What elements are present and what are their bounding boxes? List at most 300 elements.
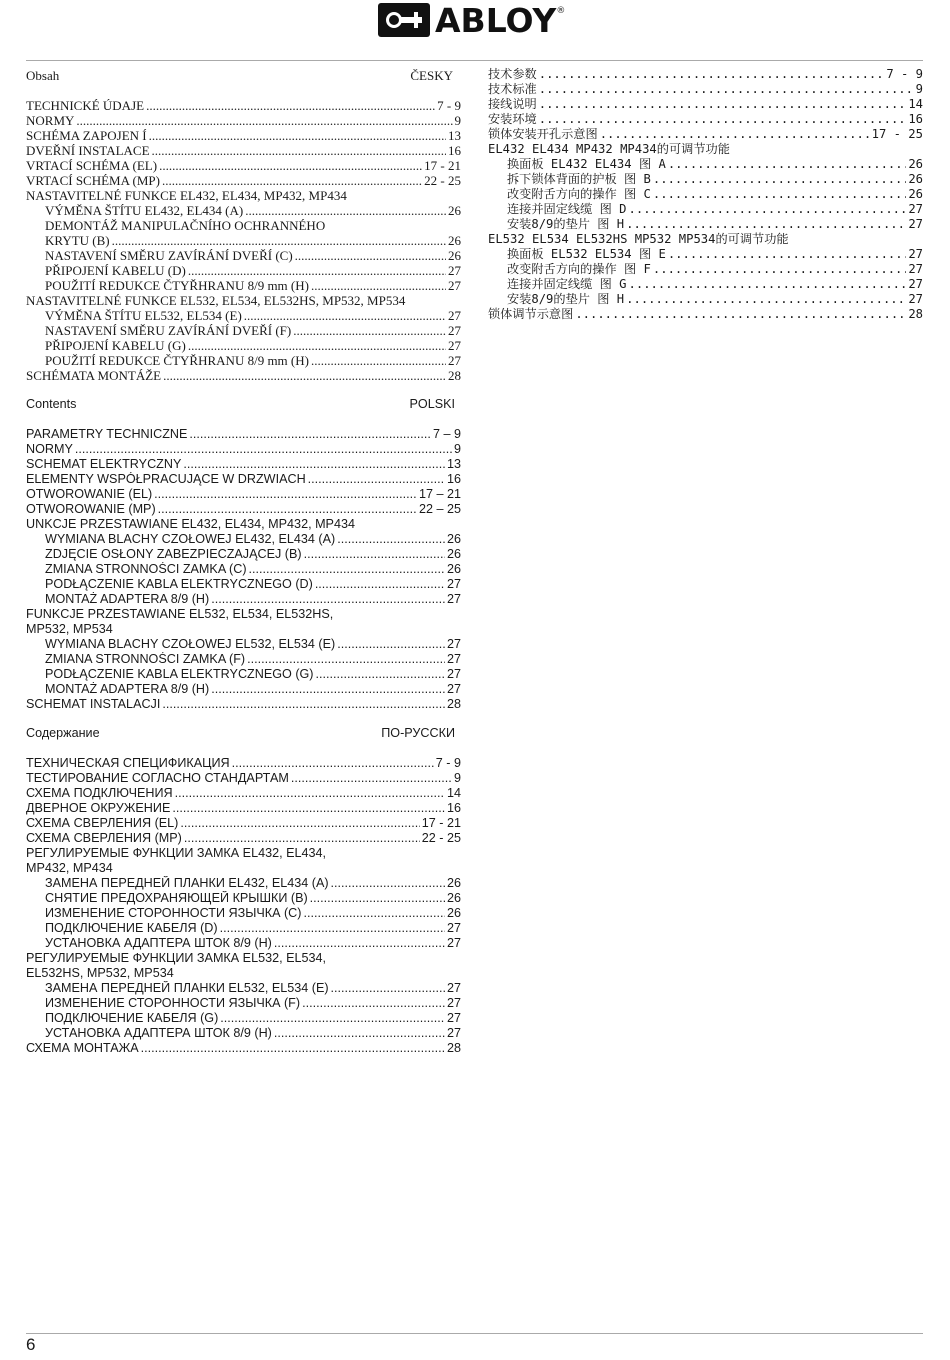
toc-entry bbox=[488, 262, 923, 277]
toc-entry bbox=[26, 1011, 461, 1026]
toc-entry-page: 27 bbox=[446, 592, 461, 606]
toc-entry-page: 26 bbox=[446, 876, 461, 890]
dot-leader bbox=[308, 472, 445, 487]
registered-mark: ® bbox=[556, 6, 566, 16]
dot-leader bbox=[274, 936, 445, 951]
toc-entry-page: 9 bbox=[453, 442, 461, 456]
abloy-logo bbox=[378, 2, 565, 38]
toc-entry-page: 28 bbox=[448, 368, 461, 383]
toc-entry-page: 7 - 9 bbox=[886, 67, 923, 81]
toc-entry-label: 换面板 EL532 EL534 图 E bbox=[507, 247, 666, 261]
toc-entry bbox=[26, 622, 461, 637]
dot-leader bbox=[303, 906, 445, 921]
brand-name: ABLOY bbox=[435, 0, 557, 40]
dot-leader bbox=[653, 262, 906, 277]
dot-leader bbox=[291, 771, 452, 786]
toc-entry-page: 27 bbox=[446, 921, 461, 935]
toc-entry-page: 16 bbox=[908, 112, 923, 126]
toc-entry bbox=[26, 846, 461, 861]
toc-entry bbox=[488, 187, 923, 202]
dot-leader bbox=[189, 427, 431, 442]
toc-entry-label: СХЕМА ПОДКЛЮЧЕНИЯ bbox=[26, 786, 173, 800]
dot-leader bbox=[249, 562, 445, 577]
toc-entry-page: 26 bbox=[446, 547, 461, 561]
dot-leader bbox=[180, 816, 419, 831]
toc-entry-label: СНЯТИЕ ПРЕДОХРАНЯЮЩЕЙ КРЫШКИ (B) bbox=[45, 891, 308, 905]
dot-leader bbox=[629, 202, 907, 217]
dot-leader bbox=[575, 307, 906, 322]
toc-entry bbox=[26, 861, 461, 876]
toc-entry-label: ZDJĘCIE OSŁONY ZABEZPIECZAJĄCEJ (B) bbox=[45, 547, 302, 561]
toc-entry bbox=[26, 637, 461, 652]
toc-entry-label: SCHEMAT ELEKTRYCZNY bbox=[26, 457, 182, 471]
toc-entry bbox=[26, 697, 461, 712]
toc-entry-page: 7 - 9 bbox=[437, 98, 461, 113]
toc-entry-page: 26 bbox=[446, 532, 461, 546]
dot-leader bbox=[316, 667, 445, 682]
dot-leader bbox=[600, 127, 870, 142]
toc-russian bbox=[26, 726, 461, 1056]
toc-entry-page: 14 bbox=[446, 786, 461, 800]
toc-entry bbox=[26, 756, 461, 771]
toc-entry bbox=[26, 263, 461, 278]
dot-leader bbox=[310, 891, 445, 906]
toc-entry bbox=[26, 233, 461, 248]
toc-entry-label: РЕГУЛИРУЕМЫЕ ФУНКЦИИ ЗАМКА EL432, EL434, bbox=[26, 846, 326, 860]
toc-entry-label: ПОДКЛЮЧЕНИЕ КАБЕЛЯ (G) bbox=[45, 1011, 219, 1025]
toc-entry bbox=[26, 278, 461, 293]
toc-entry bbox=[26, 353, 461, 368]
toc-entry bbox=[26, 906, 461, 921]
toc-entry-label: PŘIPOJENÍ KABELU (D) bbox=[45, 263, 186, 278]
toc-entry-label: SCHÉMATA MONTÁŽE bbox=[26, 368, 162, 383]
toc-entry-label: 安装8/9的垫片 图 H bbox=[507, 292, 625, 306]
toc-entry-label: FUNKCJE PRZESTAWIANE EL532, EL534, EL532HS, bbox=[26, 607, 334, 621]
toc-entry bbox=[26, 203, 461, 218]
toc-entry bbox=[26, 368, 461, 383]
dot-leader bbox=[75, 442, 452, 457]
toc-entry-label: VRTACÍ SCHÉMA (EL) bbox=[26, 158, 158, 173]
dot-leader bbox=[162, 173, 422, 188]
toc-entry-label: 锁体安装开孔示意图 bbox=[488, 127, 598, 141]
toc-entry-page: 13 bbox=[448, 128, 461, 143]
dot-leader bbox=[112, 233, 446, 248]
toc-entry bbox=[26, 652, 461, 667]
toc-entry-page: 26 bbox=[908, 172, 923, 186]
toc-entry-label: VÝMĚNA ŠTÍTU EL532, EL534 (E) bbox=[45, 308, 242, 323]
toc-entry bbox=[488, 232, 923, 247]
toc-entry-label: SCHÉMA ZAPOJEN Í bbox=[26, 128, 147, 143]
toc-entry-page: 26 bbox=[448, 248, 461, 263]
toc-entry-label: NASTAVITELNÉ FUNKCE EL532, EL534, EL532HS, MP532, MP534 bbox=[26, 293, 406, 308]
toc-entry-page: 27 bbox=[446, 652, 461, 666]
toc-entry-label: 安装8/9的垫片 图 H bbox=[507, 217, 625, 231]
dot-leader bbox=[152, 143, 446, 158]
toc-entry bbox=[488, 202, 923, 217]
section-language: ПО-РУССКИ bbox=[381, 726, 455, 740]
toc-entry bbox=[488, 277, 923, 292]
toc-entry-page: 27 bbox=[448, 263, 461, 278]
toc-entry bbox=[488, 142, 923, 157]
toc-entry-page: 26 bbox=[448, 203, 461, 218]
toc-entry bbox=[26, 472, 461, 487]
toc-entry bbox=[488, 82, 923, 97]
toc-entry bbox=[26, 338, 461, 353]
toc-entry-label: NASTAVENÍ SMĚRU ZAVÍRÁNÍ DVEŘÍ (C) bbox=[45, 248, 293, 263]
toc-entry bbox=[488, 112, 923, 127]
toc-entry bbox=[26, 547, 461, 562]
toc-entry bbox=[26, 502, 461, 517]
dot-leader bbox=[211, 682, 445, 697]
dot-leader bbox=[244, 308, 446, 323]
dot-leader bbox=[158, 502, 417, 517]
toc-entry-label: 锁体调节示意图 bbox=[488, 307, 574, 321]
dot-leader bbox=[220, 921, 445, 936]
dot-leader bbox=[163, 368, 446, 383]
toc-entry bbox=[488, 172, 923, 187]
toc-entry-page: 27 bbox=[908, 277, 923, 291]
toc-entry bbox=[26, 771, 461, 786]
toc-entry-label: 安装环境 bbox=[488, 112, 537, 126]
toc-entry bbox=[26, 1041, 461, 1056]
toc-entry-label: VRTACÍ SCHÉMA (MP) bbox=[26, 173, 160, 188]
toc-entry-label: EL432 EL434 MP432 MP434的可调节功能 bbox=[488, 142, 730, 156]
toc-entry bbox=[26, 487, 461, 502]
toc-entry bbox=[26, 1026, 461, 1041]
toc-entry bbox=[26, 831, 461, 846]
toc-entry-label: УСТАНОВКА АДАПТЕРА ШТОК 8/9 (H) bbox=[45, 1026, 272, 1040]
toc-entry bbox=[26, 786, 461, 801]
dot-leader bbox=[315, 577, 445, 592]
section-title: Contents bbox=[26, 397, 77, 411]
toc-entry-page: 17 - 25 bbox=[871, 127, 923, 141]
toc-entry-page: 27 bbox=[908, 262, 923, 276]
toc-entry-label: 连接并固定线缆 图 D bbox=[507, 202, 627, 216]
toc-entry bbox=[26, 457, 461, 472]
toc-entry-page: 27 bbox=[446, 577, 461, 591]
toc-entry bbox=[26, 173, 461, 188]
header-rule bbox=[26, 60, 923, 61]
toc-entry-page: 27 bbox=[448, 323, 461, 338]
toc-entry-label: UNKCJE PRZESTAWIANE EL432, EL434, MP432, MP434 bbox=[26, 517, 355, 531]
toc-entry-label: WYMIANA BLACHY CZOŁOWEJ EL532, EL534 (E) bbox=[45, 637, 336, 651]
toc-entry-page: 27 bbox=[448, 278, 461, 293]
toc-list bbox=[26, 98, 461, 383]
toc-entry bbox=[26, 667, 461, 682]
toc-entry-label: 接线说明 bbox=[488, 97, 537, 111]
key-icon bbox=[378, 3, 430, 37]
toc-entry-page: 27 bbox=[446, 1011, 461, 1025]
toc-entry-page: 27 bbox=[908, 292, 923, 306]
toc-entry-label: ZMIANA STRONNOŚCI ZAMKA (C) bbox=[45, 562, 247, 576]
page-number: 6 bbox=[26, 1335, 36, 1354]
toc-entry bbox=[26, 158, 461, 173]
dot-leader bbox=[220, 1011, 445, 1026]
dot-leader bbox=[162, 697, 445, 712]
toc-entry-label: СХЕМА СВЕРЛЕНИЯ (MP) bbox=[26, 831, 182, 845]
dot-leader bbox=[188, 263, 446, 278]
toc-entry-page: 7 - 9 bbox=[435, 756, 461, 770]
toc-entry-label: 技术参数 bbox=[488, 67, 537, 81]
toc-entry-label: ИЗМЕНЕНИЕ СТОРОННОСТИ ЯЗЫЧКА (C) bbox=[45, 906, 302, 920]
toc-entry-label: PŘIPOJENÍ KABELU (G) bbox=[45, 338, 186, 353]
toc-entry-label: ДВЕРНОЕ ОКРУЖЕНИЕ bbox=[26, 801, 171, 815]
toc-entry-page: 26 bbox=[446, 891, 461, 905]
toc-entry-page: 27 bbox=[448, 338, 461, 353]
toc-entry-page: 26 bbox=[908, 187, 923, 201]
toc-entry-label: DEMONTÁŽ MANIPULAČNÍHO OCHRANNÉHO bbox=[45, 218, 326, 233]
dot-leader bbox=[626, 292, 906, 307]
toc-entry bbox=[26, 607, 461, 622]
toc-entry-page: 9 bbox=[454, 113, 461, 128]
toc-entry-label: SCHEMAT INSTALACJI bbox=[26, 697, 161, 711]
toc-entry bbox=[26, 682, 461, 697]
toc-chinese bbox=[488, 67, 923, 322]
toc-entry-label: 连接并固定线缆 图 G bbox=[507, 277, 627, 291]
section-header bbox=[26, 397, 461, 412]
toc-entry bbox=[26, 323, 461, 338]
toc-entry-page: 9 bbox=[915, 82, 923, 96]
toc-entry bbox=[488, 292, 923, 307]
toc-entry-label: 改变附舌方向的操作 图 F bbox=[507, 262, 651, 276]
section-language: ČESKY bbox=[410, 68, 453, 83]
dot-leader bbox=[539, 97, 907, 112]
dot-leader bbox=[668, 247, 907, 262]
section-header bbox=[26, 726, 461, 741]
toc-entry-page: 16 bbox=[448, 143, 461, 158]
toc-entry bbox=[26, 801, 461, 816]
toc-entry-label: ЗАМЕНА ПЕРЕДНЕЙ ПЛАНКИ EL432, EL434 (A) bbox=[45, 876, 329, 890]
dot-leader bbox=[175, 786, 445, 801]
dot-leader bbox=[211, 592, 445, 607]
toc-entry-label: EL532 EL534 EL532HS MP532 MP534的可调节功能 bbox=[488, 232, 789, 246]
toc-entry bbox=[26, 427, 461, 442]
toc-entry bbox=[488, 127, 923, 142]
toc-entry-label: PODŁĄCZENIE KABLA ELEKTRYCZNEGO (G) bbox=[45, 667, 314, 681]
toc-czech bbox=[26, 68, 461, 383]
toc-entry-label: VÝMĚNA ŠTÍTU EL432, EL434 (A) bbox=[45, 203, 244, 218]
dot-leader bbox=[274, 1026, 445, 1041]
toc-entry-label: OTWOROWANIE (MP) bbox=[26, 502, 156, 516]
toc-entry bbox=[488, 217, 923, 232]
toc-entry bbox=[26, 308, 461, 323]
toc-entry-label: 换面板 EL432 EL434 图 A bbox=[507, 157, 666, 171]
toc-entry-label: POUŽITÍ REDUKCE ČTYŘHRANU 8/9 mm (H) bbox=[45, 278, 309, 293]
toc-entry-page: 17 - 21 bbox=[424, 158, 461, 173]
toc-entry-page: 27 bbox=[446, 981, 461, 995]
toc-entry bbox=[488, 247, 923, 262]
toc-entry bbox=[26, 562, 461, 577]
toc-entry bbox=[488, 307, 923, 322]
toc-entry-page: 27 bbox=[908, 202, 923, 216]
toc-entry-label: NORMY bbox=[26, 113, 75, 128]
toc-entry-page: 27 bbox=[446, 996, 461, 1010]
toc-entry-page: 27 bbox=[446, 936, 461, 950]
toc-entry-label: MP432, MP434 bbox=[26, 861, 113, 875]
dot-leader bbox=[295, 248, 446, 263]
dot-leader bbox=[337, 532, 445, 547]
dot-leader bbox=[184, 831, 420, 846]
toc-entry-page: 28 bbox=[446, 697, 461, 711]
toc-entry bbox=[26, 936, 461, 951]
toc-entry bbox=[26, 876, 461, 891]
toc-entry-label: NASTAVITELNÉ FUNKCE EL432, EL434, MP432, MP434 bbox=[26, 188, 347, 203]
toc-entry bbox=[26, 442, 461, 457]
toc-entry bbox=[26, 293, 461, 308]
toc-entry-label: TECHNICKÉ ÚDAJE bbox=[26, 98, 145, 113]
toc-entry-page: 27 bbox=[908, 217, 923, 231]
toc-list bbox=[26, 427, 461, 712]
toc-entry-page: 26 bbox=[448, 233, 461, 248]
toc-entry-label: NORMY bbox=[26, 442, 73, 456]
dot-leader bbox=[653, 187, 906, 202]
toc-entry-page: 22 - 25 bbox=[421, 831, 461, 845]
toc-entry-page: 28 bbox=[908, 307, 923, 321]
dot-leader bbox=[539, 112, 907, 127]
dot-leader bbox=[311, 278, 446, 293]
dot-leader bbox=[539, 67, 885, 82]
toc-entry-label: ZMIANA STRONNOŚCI ZAMKA (F) bbox=[45, 652, 246, 666]
toc-entry-label: РЕГУЛИРУЕМЫЕ ФУНКЦИИ ЗАМКА EL532, EL534, bbox=[26, 951, 326, 965]
toc-entry-label: PARAMETRY TECHNICZNE bbox=[26, 427, 188, 441]
toc-entry-label: 技术标准 bbox=[488, 82, 537, 96]
toc-entry bbox=[26, 188, 461, 203]
toc-entry bbox=[26, 248, 461, 263]
toc-entry-label: DVEŘNÍ INSTALACE bbox=[26, 143, 150, 158]
toc-entry-label: ТЕХНИЧЕСКАЯ СПЕЦИФИКАЦИЯ bbox=[26, 756, 230, 770]
toc-entry-label: NASTAVENÍ SMĚRU ZAVÍRÁNÍ DVEŘÍ (F) bbox=[45, 323, 292, 338]
toc-entry bbox=[26, 113, 461, 128]
toc-entry-label: СХЕМА СВЕРЛЕНИЯ (EL) bbox=[26, 816, 179, 830]
dot-leader bbox=[337, 637, 445, 652]
toc-polish bbox=[26, 397, 461, 712]
toc-entry-label: PODŁĄCZENIE KABLA ELEKTRYCZNEGO (D) bbox=[45, 577, 313, 591]
dot-leader bbox=[247, 652, 445, 667]
toc-entry-page: 22 – 25 bbox=[418, 502, 461, 516]
dot-leader bbox=[154, 487, 417, 502]
toc-entry-label: ЗАМЕНА ПЕРЕДНЕЙ ПЛАНКИ EL532, EL534 (E) bbox=[45, 981, 329, 995]
toc-entry bbox=[488, 67, 923, 82]
dot-leader bbox=[293, 323, 446, 338]
toc-entry-page: 13 bbox=[446, 457, 461, 471]
toc-list bbox=[488, 67, 923, 322]
toc-entry-page: 16 bbox=[446, 801, 461, 815]
toc-entry-label: EL532HS, MP532, MP534 bbox=[26, 966, 174, 980]
toc-entry-label: ПОДКЛЮЧЕНИЕ КАБЕЛЯ (D) bbox=[45, 921, 218, 935]
toc-entry-label: KRYTU (B) bbox=[45, 233, 110, 248]
section-title: Содержание bbox=[26, 726, 100, 740]
toc-entry-page: 26 bbox=[446, 562, 461, 576]
toc-entry-label: MONTAŻ ADAPTERA 8/9 (H) bbox=[45, 682, 210, 696]
toc-entry-page: 17 – 21 bbox=[418, 487, 461, 501]
toc-entry-label: OTWOROWANIE (EL) bbox=[26, 487, 153, 501]
toc-entry-page: 27 bbox=[446, 1026, 461, 1040]
dot-leader bbox=[141, 1041, 445, 1056]
toc-entry bbox=[26, 218, 461, 233]
toc-entry-page: 27 bbox=[446, 637, 461, 651]
dot-leader bbox=[188, 338, 446, 353]
dot-leader bbox=[232, 756, 434, 771]
section-title: Obsah bbox=[26, 68, 60, 83]
toc-entry bbox=[26, 816, 461, 831]
toc-entry-label: WYMIANA BLACHY CZOŁOWEJ EL432, EL434 (A) bbox=[45, 532, 336, 546]
toc-entry bbox=[26, 128, 461, 143]
toc-entry bbox=[26, 532, 461, 547]
toc-entry-page: 26 bbox=[908, 157, 923, 171]
dot-leader bbox=[311, 353, 446, 368]
toc-entry-label: POUŽITÍ REDUKCE ČTYŘHRANU 8/9 mm (H) bbox=[45, 353, 309, 368]
toc-entry-label: СХЕМА МОНТАЖА bbox=[26, 1041, 139, 1055]
toc-entry bbox=[26, 98, 461, 113]
toc-entry-label: 改变附舌方向的操作 图 C bbox=[507, 187, 651, 201]
dot-leader bbox=[331, 876, 445, 891]
toc-entry-page: 27 bbox=[448, 308, 461, 323]
dot-leader bbox=[331, 981, 445, 996]
toc-entry bbox=[26, 891, 461, 906]
dot-leader bbox=[539, 82, 914, 97]
toc-entry bbox=[26, 981, 461, 996]
dot-leader bbox=[146, 98, 435, 113]
toc-entry-page: 9 bbox=[453, 771, 461, 785]
dot-leader bbox=[172, 801, 445, 816]
dot-leader bbox=[304, 547, 445, 562]
toc-entry-label: MP532, MP534 bbox=[26, 622, 113, 636]
toc-entry-page: 27 bbox=[446, 682, 461, 696]
toc-entry-label: ИЗМЕНЕНИЕ СТОРОННОСТИ ЯЗЫЧКА (F) bbox=[45, 996, 301, 1010]
toc-entry bbox=[26, 966, 461, 981]
dot-leader bbox=[149, 128, 446, 143]
toc-entry-page: 27 bbox=[908, 247, 923, 261]
toc-entry-label: УСТАНОВКА АДАПТЕРА ШТОК 8/9 (H) bbox=[45, 936, 272, 950]
dot-leader bbox=[629, 277, 907, 292]
toc-entry bbox=[26, 517, 461, 532]
dot-leader bbox=[245, 203, 446, 218]
toc-entry-page: 27 bbox=[446, 667, 461, 681]
toc-entry bbox=[26, 577, 461, 592]
toc-entry-page: 28 bbox=[446, 1041, 461, 1055]
toc-entry bbox=[488, 157, 923, 172]
toc-entry bbox=[26, 921, 461, 936]
footer-rule bbox=[26, 1333, 923, 1334]
toc-entry-page: 22 - 25 bbox=[424, 173, 461, 188]
toc-entry-label: ELEMENTY WSPÓŁPRACUJĄCE W DRZWIACH bbox=[26, 472, 306, 486]
toc-entry-label: MONTAŻ ADAPTERA 8/9 (H) bbox=[45, 592, 210, 606]
section-language: POLSKI bbox=[409, 397, 455, 411]
dot-leader bbox=[668, 157, 907, 172]
toc-entry-page: 7 – 9 bbox=[432, 427, 461, 441]
dot-leader bbox=[159, 158, 422, 173]
toc-entry bbox=[488, 97, 923, 112]
section-header bbox=[26, 68, 461, 83]
toc-entry-label: ТЕСТИРОВАНИЕ СОГЛАСНО СТАНДАРТАМ bbox=[26, 771, 289, 785]
dot-leader bbox=[626, 217, 906, 232]
dot-leader bbox=[653, 172, 906, 187]
toc-entry-page: 26 bbox=[446, 906, 461, 920]
toc-entry-page: 27 bbox=[448, 353, 461, 368]
toc-entry-label: 拆下锁体背面的护板 图 B bbox=[507, 172, 651, 186]
toc-entry-page: 14 bbox=[908, 97, 923, 111]
toc-entry bbox=[26, 592, 461, 607]
dot-leader bbox=[302, 996, 445, 1011]
toc-entry bbox=[26, 951, 461, 966]
toc-list bbox=[26, 756, 461, 1056]
dot-leader bbox=[76, 113, 452, 128]
toc-entry-page: 16 bbox=[446, 472, 461, 486]
toc-entry bbox=[26, 143, 461, 158]
toc-entry bbox=[26, 996, 461, 1011]
dot-leader bbox=[183, 457, 445, 472]
toc-entry-page: 17 - 21 bbox=[421, 816, 461, 830]
